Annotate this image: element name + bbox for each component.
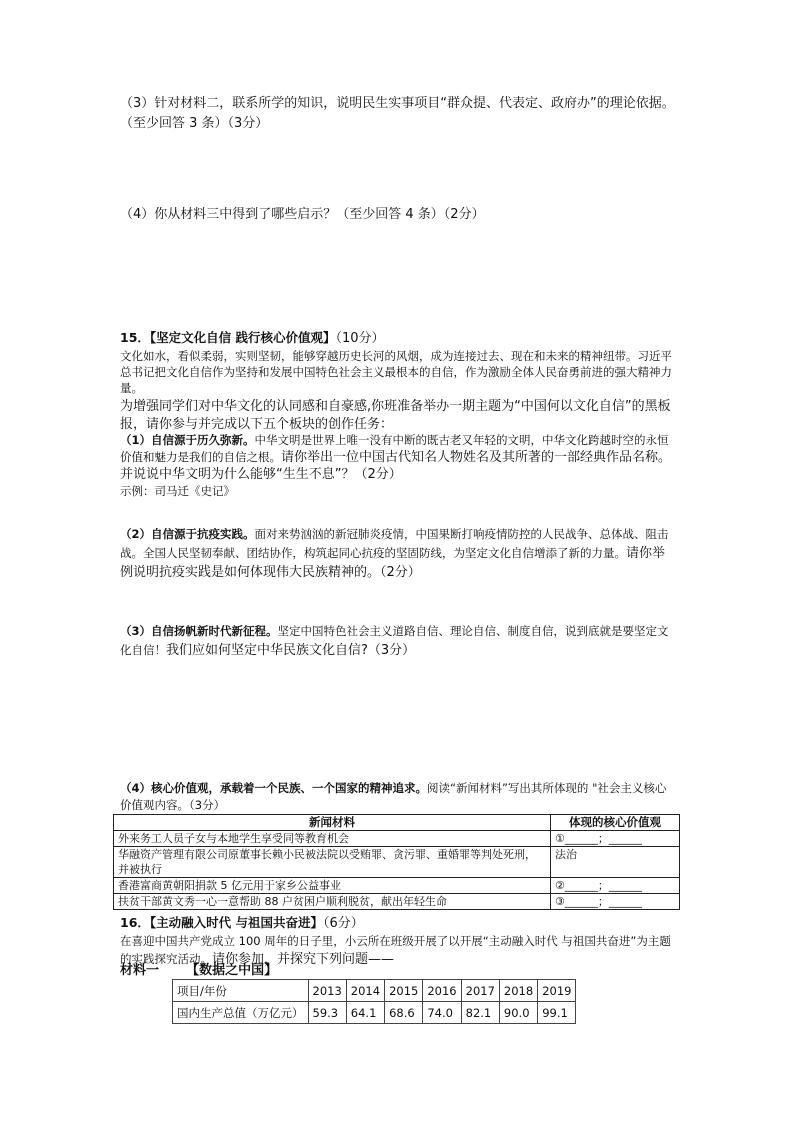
q16-material1 [120, 961, 676, 981]
gdp-value: 99.1 [538, 1002, 576, 1024]
gdp-value: 64.1 [346, 1002, 384, 1024]
news-cell: 华融资产管理有限公司原董事长赖小民被法院以受贿罪、贪污罪、重婚罪等判处死刑，并被执行 [114, 847, 551, 878]
q15-s1-example: 示例：司马迁《史记》 [120, 484, 235, 498]
answer-cell[interactable]: ①______；______ [551, 831, 680, 847]
gdp-row-label: 国内生产总值（万亿元） [173, 1002, 309, 1024]
q15-s1-body: 中华文明是世界上唯一没有中断的既古老又年轻的文明，中华文化跨越时空的永恒价值和魅力是我们的自信之根。 [120, 433, 669, 464]
q16-title: 16．【主动融入时代 与祖国共奋进】 [120, 915, 323, 930]
year-cell: 2016 [423, 980, 461, 1002]
news-header: 新闻材料 [114, 815, 551, 831]
table-row [173, 1002, 576, 1024]
q15-s1-head: （1）自信源于历久弥新。 [120, 433, 255, 447]
q15-score: （10分） [335, 331, 385, 346]
q14-sub4 [120, 205, 676, 225]
q15-intro [120, 348, 676, 396]
mat1-label: 材料一 [120, 963, 160, 978]
table-row [114, 894, 680, 910]
q15-task [120, 398, 676, 434]
year-cell: 2015 [385, 980, 423, 1002]
q15-s2-body: 面对来势汹汹的新冠肺炎疫情，中国果断打响疫情防控的人民战争、总体战、阻击战。全国人民坚韧奉献、团结协作，构筑起同心抗疫的坚固防线，为坚定文化自信增添了新的力量。 [120, 527, 669, 560]
q15-s4-body: 阅读“新闻材料”写出其所体现的 "社会主义核心价值观内容。（3分） [120, 781, 667, 812]
gdp-value: 59.3 [308, 1002, 346, 1024]
q15-intro-text: 文化如水，看似柔弱，实则坚韧，能够穿越历史长河的风烟，成为连接过去、现在和未来的精神纽带。习近平总书记把文化自信作为坚持和发展中国特色社会主义最根本的自信，作为激励全体人民奋勇前进的强大精神力量。 [120, 349, 672, 395]
q15-s3-body: 坚定中国特色社会主义道路自信、理论自信、制度自信，说到底就是要坚定文化自信！ [120, 624, 669, 657]
q16-score: （6分） [323, 916, 364, 931]
q15-s3-ask: 我们应如何坚定中华民族文化自信?（3分） [166, 643, 416, 658]
table-header-row [114, 815, 680, 831]
news-cell: 外来务工人员子女与本地学生享受同等教育机会 [114, 831, 551, 847]
answer-cell: 法治 [551, 847, 680, 878]
q14-sub3 [120, 94, 676, 134]
q14-sub4-text: （4）你从材料三中得到了哪些启示？（至少回答 4 条）（2分） [120, 207, 485, 222]
year-cell: 2019 [538, 980, 576, 1002]
q16-ask: 请你参加，并探究下列问题—— [212, 952, 395, 967]
year-cell: 2017 [461, 980, 499, 1002]
news-values-table [113, 814, 680, 910]
year-cell: 2013 [308, 980, 346, 1002]
q15-header [120, 328, 676, 349]
q15-s3-head: （3）自信扬帆新时代新征程。 [120, 624, 278, 638]
table-row [114, 847, 680, 878]
q15-sub3 [120, 622, 676, 660]
answer-cell[interactable]: ②______；______ [551, 878, 680, 894]
q15-title: 15．【坚定文化自信 践行核心价值观】 [120, 330, 336, 345]
q16-intro: 在喜迎中国共产党成立 100 周年的日子里，小云所在班级开展了以开展“主动融入时代 与祖国共奋进”为主题的实践探究活动。 [120, 934, 671, 966]
gdp-value: 74.0 [423, 1002, 461, 1024]
q15-s2-ask: 请你举例说明抗疫实践是如何体现伟大民族精神的。（2分） [120, 546, 666, 580]
q15-s2-head: （2）自信源于抗疫实践。 [120, 527, 255, 541]
q14-sub3-text: （3）针对材料二，联系所学的知识，说明民生实事项目“群众提、代表定、政府办”的理论依据。（至少回答 3 条）（3分） [120, 96, 675, 131]
table-row [173, 980, 576, 1002]
q15-sub1 [120, 432, 676, 499]
table-row [114, 831, 680, 847]
gdp-value: 90.0 [499, 1002, 537, 1024]
q15-task-text: 为增强同学们对中华文化的认同感和自豪感,你班准备举办一期主题为“中国何以文化自信”的黑板报，请你参与并完成以下五个板块的创作任务： [120, 399, 671, 432]
q15-s4-head: （4）核心价值观，承载着一个民族、一个国家的精神追求。 [120, 781, 427, 795]
gdp-header-label: 项目/年份 [173, 980, 309, 1002]
news-cell: 扶贫干部黄文秀一心一意帮助 88 户贫困户顺利脱贫，献出年轻生命 [114, 894, 551, 910]
gdp-table [172, 979, 576, 1024]
q15-sub4 [120, 780, 676, 814]
gdp-value: 82.1 [461, 1002, 499, 1024]
mat1-title: 【数据之中国】 [186, 963, 278, 978]
table-row [114, 878, 680, 894]
year-cell: 2018 [499, 980, 537, 1002]
q15-sub2 [120, 525, 676, 582]
gdp-value: 68.6 [385, 1002, 423, 1024]
q15-s1-ask: 请你举出一位中国古代知名人物姓名及其所著的一部经典作品名称。并说说中华文明为什么能够“生生不息”？（2分） [120, 450, 672, 482]
year-cell: 2014 [346, 980, 384, 1002]
answer-cell[interactable]: ③______；______ [551, 894, 680, 910]
news-cell: 香港富商黄朝阳捐款 5 亿元用于家乡公益事业 [114, 878, 551, 894]
value-header: 体现的核心价值观 [551, 815, 680, 831]
